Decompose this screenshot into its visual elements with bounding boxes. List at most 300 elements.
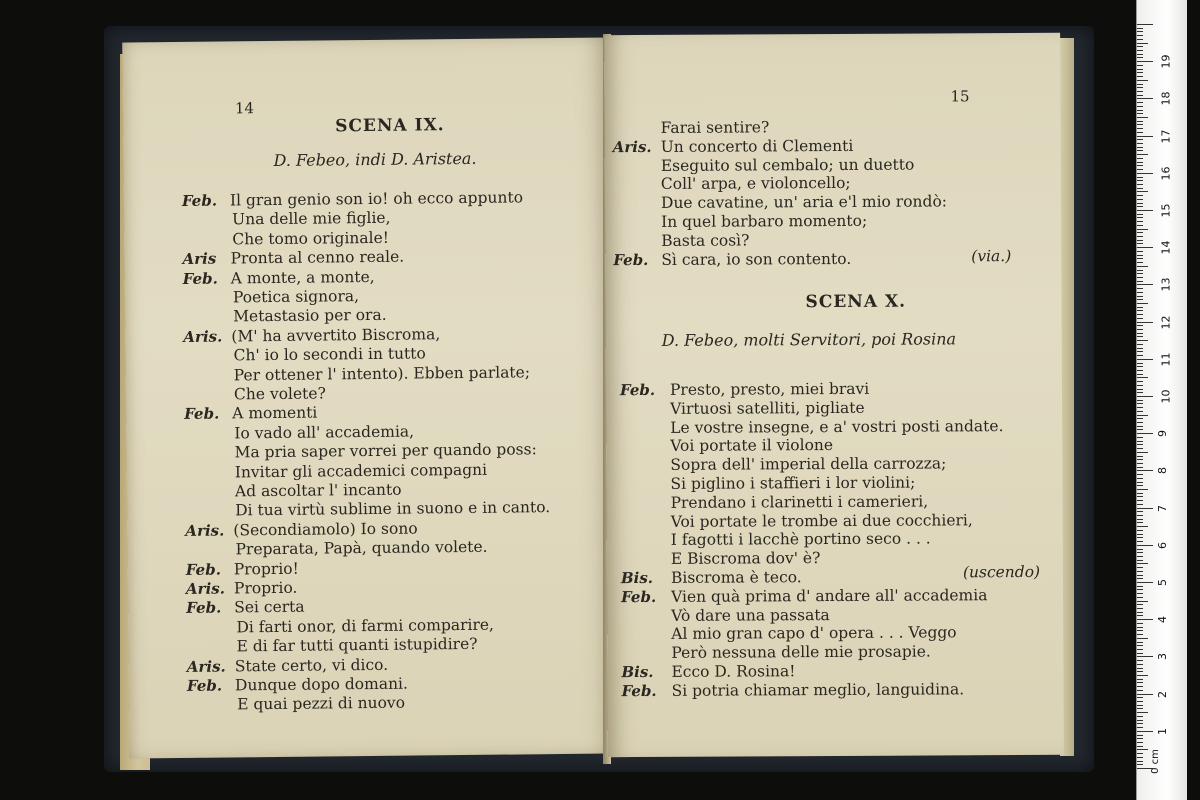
ruler-tick xyxy=(1137,110,1143,111)
ruler-tick xyxy=(1137,24,1153,25)
ruler-tick xyxy=(1137,653,1143,654)
ruler-tick xyxy=(1137,366,1143,367)
text-line: Voi portate il violone xyxy=(670,436,834,456)
text-line: Voi portate le trombe ai due cocchieri, xyxy=(670,510,973,531)
ruler-tick xyxy=(1137,735,1143,736)
ruler-tick xyxy=(1137,132,1143,133)
ruler-tick xyxy=(1137,65,1143,66)
text-line: Ecco D. Rosina! xyxy=(671,662,796,681)
ruler-tick xyxy=(1137,686,1143,687)
ruler-tick xyxy=(1137,322,1153,323)
ruler-tick xyxy=(1137,563,1148,564)
page-number: 14 xyxy=(234,99,255,118)
ruler-tick xyxy=(1137,203,1143,204)
text-line: Ch' io lo secondi in tutto xyxy=(233,344,426,365)
ruler-tick xyxy=(1137,549,1143,550)
ruler-tick xyxy=(1137,437,1143,438)
ruler-tick xyxy=(1137,656,1153,657)
ruler-tick xyxy=(1137,217,1143,218)
text-line: Coll' arpa, e violoncello; xyxy=(660,174,851,194)
ruler-tick xyxy=(1137,608,1143,609)
ruler-tick xyxy=(1137,411,1143,412)
ruler-tick xyxy=(1137,80,1148,81)
ruler-tick xyxy=(1137,344,1143,345)
ruler-tick xyxy=(1137,716,1143,717)
ruler-number: 11 xyxy=(1159,352,1173,367)
text-line: Poetica signora, xyxy=(232,287,360,307)
ruler-tick xyxy=(1137,705,1143,706)
ruler-tick xyxy=(1137,270,1143,271)
ruler-tick xyxy=(1137,749,1148,750)
ruler-tick xyxy=(1137,660,1143,661)
ruler-tick xyxy=(1137,162,1143,163)
speaker-label: Bis. xyxy=(620,568,654,588)
speaker-label: Feb. xyxy=(182,269,218,288)
ruler-tick xyxy=(1137,54,1143,55)
ruler-tick xyxy=(1137,403,1143,404)
ruler-tick xyxy=(1137,727,1143,728)
text-line: Prendano i clarinetti i camerieri, xyxy=(670,492,929,512)
ruler-tick xyxy=(1137,106,1143,107)
ruler-tick xyxy=(1137,292,1143,293)
ruler-tick xyxy=(1137,266,1148,267)
ruler-tick xyxy=(1137,69,1143,70)
ruler-tick xyxy=(1137,575,1143,576)
speaker-label: Aris. xyxy=(186,657,226,676)
ruler-number: 12 xyxy=(1159,315,1173,330)
text-line: Vò dare una passata xyxy=(671,605,830,625)
ruler-tick xyxy=(1137,143,1143,144)
ruler-number: 18 xyxy=(1159,91,1173,106)
ruler-tick xyxy=(1137,225,1143,226)
text-line: (M' ha avvertito Biscroma, xyxy=(231,325,441,346)
ruler-tick xyxy=(1137,571,1143,572)
ruler-tick xyxy=(1137,43,1148,44)
ruler-tick xyxy=(1137,329,1143,330)
ruler-number: 7 xyxy=(1156,504,1169,512)
text-line: I fagotti i lacchè portino seco . . . xyxy=(670,529,931,550)
ruler-tick xyxy=(1137,697,1143,698)
ruler-tick xyxy=(1137,515,1143,516)
ruler-tick xyxy=(1137,236,1143,237)
scene-title: SCENA IX. xyxy=(335,115,445,137)
ruler-tick xyxy=(1137,708,1143,709)
ruler-tick xyxy=(1137,675,1148,676)
ruler-number: 13 xyxy=(1159,277,1173,292)
ruler-tick xyxy=(1137,593,1143,594)
text-line: Che volete? xyxy=(233,384,326,404)
ruler-tick xyxy=(1137,381,1143,382)
ruler-tick xyxy=(1137,764,1143,765)
ruler-tick xyxy=(1137,753,1143,754)
ruler-number: 2 xyxy=(1156,690,1169,698)
ruler-tick xyxy=(1137,195,1143,196)
text-line: E di far tutti quanti istupidire? xyxy=(236,635,478,656)
text-line: Ma pria saper vorrei per quando poss: xyxy=(234,440,537,462)
ruler-tick xyxy=(1137,496,1143,497)
text-line: Io vado all' accademia, xyxy=(234,422,415,443)
exit-note: (via.) xyxy=(971,247,1012,266)
right-page xyxy=(604,33,1064,757)
ruler-tick xyxy=(1137,426,1143,427)
ruler-tick xyxy=(1137,240,1143,241)
ruler-tick xyxy=(1137,619,1153,620)
ruler-tick xyxy=(1137,57,1143,58)
ruler-tick xyxy=(1137,668,1143,669)
ruler-tick xyxy=(1137,336,1143,337)
ruler-tick xyxy=(1137,433,1153,434)
ruler-tick xyxy=(1137,84,1143,85)
ruler-number: 1 xyxy=(1156,727,1169,735)
ruler-tick xyxy=(1137,522,1143,523)
ruler-tick xyxy=(1137,98,1153,99)
ruler-number: 19 xyxy=(1159,54,1173,69)
ruler-tick xyxy=(1137,645,1143,646)
ruler-tick xyxy=(1137,456,1143,457)
ruler-tick xyxy=(1137,623,1143,624)
ruler-tick xyxy=(1137,333,1143,334)
ruler-tick xyxy=(1137,318,1143,319)
ruler-tick xyxy=(1137,158,1143,159)
text-line: Biscroma è teco. xyxy=(670,568,802,587)
ruler-tick xyxy=(1137,493,1143,494)
ruler-tick xyxy=(1137,50,1143,51)
text-line: Vien quà prima d' andare all' accademia xyxy=(671,585,988,606)
ruler-tick xyxy=(1137,221,1143,222)
ruler-tick xyxy=(1137,448,1143,449)
ruler-tick xyxy=(1137,511,1143,512)
ruler-tick xyxy=(1137,649,1143,650)
ruler-tick xyxy=(1137,470,1153,471)
ruler-tick xyxy=(1137,701,1143,702)
text-line: E Biscroma dov' è? xyxy=(670,549,821,569)
ruler-tick xyxy=(1137,348,1143,349)
speaker-label: Bis. xyxy=(621,662,654,682)
ruler-tick xyxy=(1137,117,1148,118)
ruler-tick xyxy=(1137,545,1153,546)
ruler-tick xyxy=(1137,173,1153,174)
ruler-tick xyxy=(1137,500,1143,501)
text-line: Sopra dell' imperial della carrozza; xyxy=(670,454,947,475)
speaker-label: Feb. xyxy=(181,191,218,210)
text-line: Il gran genio son io! oh ecco appunto xyxy=(229,188,524,210)
text-line: Di tua virtù sublime in suono e in canto. xyxy=(235,498,551,520)
ruler-tick xyxy=(1137,604,1143,605)
ruler-tick xyxy=(1137,247,1153,248)
speaker-label: Feb. xyxy=(185,560,221,579)
ruler-tick xyxy=(1137,180,1143,181)
ruler-tick xyxy=(1137,615,1143,616)
ruler-tick xyxy=(1137,363,1143,364)
text-line: State certo, vi dico. xyxy=(234,655,389,676)
speaker-label: Feb. xyxy=(619,380,656,400)
ruler-tick xyxy=(1137,474,1143,475)
speaker-label: Aris. xyxy=(185,579,225,598)
ruler-tick xyxy=(1137,28,1143,29)
text-line: Preparata, Papà, quando volete. xyxy=(235,537,488,559)
ruler-tick xyxy=(1137,560,1143,561)
ruler-tick xyxy=(1137,374,1143,375)
ruler-tick xyxy=(1137,76,1143,77)
ruler-tick xyxy=(1137,746,1143,747)
speaker-label: Feb. xyxy=(621,681,657,700)
ruler-tick xyxy=(1137,288,1143,289)
speaker-label: Aris. xyxy=(183,327,223,346)
ruler-tick xyxy=(1137,191,1148,192)
ruler-tick xyxy=(1137,422,1143,423)
ruler-tick xyxy=(1137,504,1143,505)
ruler-tick xyxy=(1137,567,1143,568)
text-line: Per ottener l' intento). Ebben parlate; xyxy=(233,362,531,385)
text-line: Sei certa xyxy=(234,598,305,617)
speaker-label: Aris. xyxy=(612,137,652,156)
ruler-tick xyxy=(1137,72,1143,73)
ruler-tick xyxy=(1137,556,1143,557)
ruler-tick xyxy=(1137,243,1143,244)
ruler-tick xyxy=(1137,679,1143,680)
ruler-tick xyxy=(1137,262,1143,263)
ruler-tick xyxy=(1137,429,1143,430)
ruler-tick xyxy=(1137,165,1143,166)
ruler-tick xyxy=(1137,634,1143,635)
text-line: Un concerto di Clementi xyxy=(660,136,854,156)
ruler-tick xyxy=(1137,370,1143,371)
ruler-number: 14 xyxy=(1159,240,1173,255)
ruler-tick xyxy=(1137,407,1143,408)
text-line: E quai pezzi di nuovo xyxy=(237,694,406,714)
text-line: Che tomo originale! xyxy=(232,228,390,249)
ruler-tick xyxy=(1137,299,1143,300)
ruler-tick xyxy=(1137,296,1143,297)
ruler-tick xyxy=(1137,113,1143,114)
ruler-tick xyxy=(1137,441,1143,442)
ruler-number: 6 xyxy=(1156,541,1169,549)
ruler-tick xyxy=(1137,586,1143,587)
ruler-tick xyxy=(1137,578,1143,579)
ruler-tick xyxy=(1137,452,1148,453)
ruler-tick xyxy=(1137,541,1143,542)
ruler-tick xyxy=(1137,482,1143,483)
text-line: Si potria chiamar meglio, languidina. xyxy=(671,680,965,700)
ruler-tick xyxy=(1137,530,1143,531)
ruler-tick xyxy=(1137,671,1143,672)
ruler-tick xyxy=(1137,392,1143,393)
ruler-tick xyxy=(1137,184,1143,185)
ruler-tick xyxy=(1137,712,1148,713)
ruler-tick xyxy=(1137,694,1153,695)
ruler-tick xyxy=(1137,284,1153,285)
ruler-tick xyxy=(1137,258,1143,259)
ruler-number: 5 xyxy=(1156,579,1169,586)
text-line: Basta così? xyxy=(661,231,750,250)
ruler-tick xyxy=(1137,612,1143,613)
ruler-tick xyxy=(1137,389,1143,390)
ruler-tick xyxy=(1137,351,1143,352)
text-line: Metastasio per ora. xyxy=(233,306,387,326)
ruler-tick xyxy=(1137,273,1143,274)
ruler-tick xyxy=(1137,310,1143,311)
ruler-tick xyxy=(1137,597,1143,598)
text-line: Al mio gran capo d' opera . . . Veggo xyxy=(671,623,957,644)
ruler-tick xyxy=(1137,396,1153,397)
text-line: Una delle mie figlie, xyxy=(232,209,391,229)
ruler-tick xyxy=(1137,489,1148,490)
ruler-tick xyxy=(1137,147,1143,148)
ruler-tick xyxy=(1137,139,1143,140)
ruler-tick xyxy=(1137,199,1143,200)
ruler-tick xyxy=(1137,340,1148,341)
ruler-tick xyxy=(1137,325,1143,326)
ruler-tick xyxy=(1137,400,1143,401)
ruler-tick xyxy=(1137,478,1143,479)
text-line: In quel barbaro momento; xyxy=(661,211,868,231)
ruler-tick xyxy=(1137,255,1143,256)
text-line: (Secondiamolo) Io sono xyxy=(233,519,418,540)
text-line: Si piglino i staffieri i lor violini; xyxy=(670,473,916,493)
ruler-tick xyxy=(1137,682,1143,683)
text-line: A monte, a monte, xyxy=(230,267,375,288)
ruler-tick xyxy=(1137,463,1143,464)
ruler-tick xyxy=(1137,731,1153,732)
measuring-ruler xyxy=(1136,0,1187,800)
ruler-tick xyxy=(1137,87,1143,88)
ruler-tick xyxy=(1137,723,1143,724)
ruler-number: 8 xyxy=(1156,467,1169,475)
ruler-number: 15 xyxy=(1159,203,1173,218)
speaker-label: Feb. xyxy=(186,598,222,618)
ruler-tick xyxy=(1137,418,1143,419)
ruler-number: 17 xyxy=(1159,129,1173,144)
speaker-label: Feb. xyxy=(621,587,657,606)
ruler-tick xyxy=(1137,638,1148,639)
ruler-tick xyxy=(1137,177,1143,178)
ruler-tick xyxy=(1137,355,1143,356)
ruler-number: 3 xyxy=(1156,653,1169,661)
ruler-number: 9 xyxy=(1156,430,1169,438)
ruler-tick xyxy=(1137,720,1143,721)
ruler-tick xyxy=(1137,601,1148,602)
ruler-number: 10 xyxy=(1159,389,1173,404)
stage-direction: D. Febeo, molti Servitori, poi Rosina xyxy=(661,329,957,350)
ruler-tick xyxy=(1137,277,1143,278)
text-line: Invitar gli accademici compagni xyxy=(234,460,488,482)
ruler-tick xyxy=(1137,552,1143,553)
ruler-tick xyxy=(1137,519,1143,520)
ruler-tick xyxy=(1137,251,1143,252)
ruler-tick xyxy=(1137,467,1143,468)
ruler-tick xyxy=(1137,95,1143,96)
text-line: Due cavatine, un' aria e'l mio rondò: xyxy=(660,192,948,213)
ruler-tick xyxy=(1137,385,1143,386)
ruler-tick xyxy=(1137,210,1153,211)
ruler-unit-label: 0 cm xyxy=(1149,749,1161,774)
ruler-tick xyxy=(1137,121,1143,122)
ruler-tick xyxy=(1137,459,1143,460)
ruler-tick xyxy=(1137,377,1148,378)
ruler-tick xyxy=(1137,690,1143,691)
speaker-label: Feb. xyxy=(613,250,649,269)
ruler-tick xyxy=(1137,630,1143,631)
ruler-tick xyxy=(1137,232,1143,233)
ruler-number: 16 xyxy=(1159,166,1173,181)
ruler-tick xyxy=(1137,664,1143,665)
ruler-tick xyxy=(1137,128,1143,129)
ruler-tick xyxy=(1137,589,1143,590)
ruler-tick xyxy=(1137,627,1143,628)
ruler-tick xyxy=(1137,154,1148,155)
ruler-tick xyxy=(1137,537,1143,538)
text-line: Virtuosi satelliti, pigliate xyxy=(670,398,865,418)
ruler-tick xyxy=(1137,307,1143,308)
ruler-tick xyxy=(1137,206,1143,207)
ruler-tick xyxy=(1137,124,1143,125)
text-line: Proprio. xyxy=(233,578,298,598)
text-line: A momenti xyxy=(232,403,318,423)
ruler-tick xyxy=(1137,359,1153,360)
ruler-tick xyxy=(1137,35,1143,36)
ruler-tick xyxy=(1137,757,1143,758)
exit-note: (uscendo) xyxy=(962,562,1041,582)
ruler-tick xyxy=(1137,188,1143,189)
ruler-tick xyxy=(1137,303,1148,304)
ruler-tick xyxy=(1137,61,1153,62)
text-line: Di farti onor, di farmi comparire, xyxy=(236,615,495,637)
text-line: Però nessuna delle mie prosapie. xyxy=(671,642,931,663)
ruler-tick xyxy=(1137,738,1143,739)
ruler-tick xyxy=(1137,761,1143,762)
ruler-tick xyxy=(1137,169,1143,170)
ruler-tick xyxy=(1137,229,1148,230)
ruler-tick xyxy=(1137,39,1143,40)
ruler-tick xyxy=(1137,526,1148,527)
text-line: Presto, presto, miei bravi xyxy=(669,379,870,399)
ruler-tick xyxy=(1137,91,1143,92)
ruler-tick xyxy=(1137,46,1143,47)
ruler-tick xyxy=(1137,102,1143,103)
text-line: Dunque dopo domani. xyxy=(234,674,408,695)
speaker-label: Aris xyxy=(182,249,217,269)
text-line: Proprio! xyxy=(233,559,299,579)
text-line: Farai sentire? xyxy=(660,118,770,137)
stage-direction: D. Febeo, indi D. Aristea. xyxy=(273,148,477,170)
speaker-label: Aris. xyxy=(185,521,225,540)
text-line: Pronta al cenno reale. xyxy=(230,247,405,268)
ruler-tick xyxy=(1137,281,1143,282)
ruler-tick xyxy=(1137,214,1143,215)
ruler-tick xyxy=(1137,444,1143,445)
ruler-number: 4 xyxy=(1156,616,1169,624)
ruler-tick xyxy=(1137,742,1143,743)
text-line: Ad ascoltar l' incanto xyxy=(234,480,402,501)
ruler-tick xyxy=(1137,534,1143,535)
scene-title: SCENA X. xyxy=(805,291,907,313)
text-line: Le vostre insegne, e a' vostri posti andate. xyxy=(670,416,1004,437)
ruler-tick xyxy=(1137,485,1143,486)
ruler-tick xyxy=(1137,415,1148,416)
ruler-tick xyxy=(1137,642,1143,643)
speaker-label: Feb. xyxy=(186,676,223,695)
text-line: Sì cara, io son contento. xyxy=(661,249,852,269)
ruler-tick xyxy=(1137,31,1143,32)
ruler-tick xyxy=(1137,582,1153,583)
ruler-tick xyxy=(1137,150,1143,151)
speaker-label: Feb. xyxy=(184,404,220,424)
ruler-tick xyxy=(1137,508,1153,509)
ruler-tick xyxy=(1137,136,1153,137)
left-page xyxy=(122,37,615,758)
text-line: Eseguito sul cembalo; un duetto xyxy=(660,155,915,175)
page-number: 15 xyxy=(950,87,970,106)
